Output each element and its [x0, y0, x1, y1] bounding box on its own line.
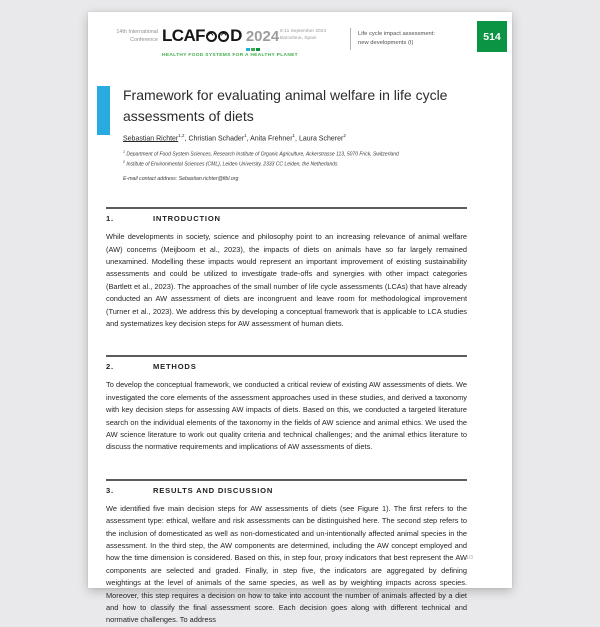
- logo-wordmark: [162, 26, 298, 46]
- affiliation-text: Department of Food System Sciences, Research Institute of Organic Agriculture, Ackerstrasse 113, 5070 Frick, Switzerland: [125, 151, 399, 158]
- conference-label-line2: Conference: [130, 36, 158, 43]
- logo-text-prefix: LCAF: [162, 26, 205, 45]
- affiliation-sup: 1: [123, 150, 125, 155]
- author-affil-sup: 2: [343, 133, 346, 138]
- paper-number-badge: 514: [477, 21, 507, 52]
- affiliation-line: [123, 160, 482, 169]
- section-heading: [106, 214, 467, 223]
- author-separator: ,: [184, 135, 187, 143]
- section-methods: [106, 355, 467, 453]
- section-number: 1.: [106, 214, 114, 224]
- session-block: [350, 27, 435, 51]
- logo-dot-icon: [251, 48, 255, 52]
- eco-o-icon: [206, 31, 217, 42]
- logo-dots: [246, 48, 298, 52]
- section-title: INTRODUCTION: [153, 214, 221, 224]
- section-heading: [106, 486, 467, 495]
- affiliation-text: Institute of Environmental Sciences (CML), Leiden University, 2333 CC Leiden, the Netherlands: [125, 161, 338, 168]
- section-paragraph: While developments in society, science and philosophy point to an increasing relevance of animal welfare (AW) concerns (Meijboom et al., 2023), the impacts of diets on animals have so far largely remained unexamined. Modelling these impacts would represent an important improvement of existing sustainability assessments and could be utilized to investigate trade-offs and synergies with other impact categories (Bartlett et al., 2023). The approaches of the small number of life cycle assessments (LCAs) that have already conducted an AW assessment of diets are incongruent and leave room for methodological improvement (Turner et al., 2023). We address this by developing a conceptual framework that is applicable to LCA studies and systematizes key decision steps for AW assessment of human diets.: [106, 232, 467, 328]
- section-title: RESULTS AND DISCUSSION: [153, 485, 274, 495]
- lca-food-logo: [162, 26, 298, 58]
- page-header: [88, 12, 512, 74]
- section-introduction: [106, 207, 467, 330]
- title-accent-bar: [97, 86, 110, 135]
- author-affil-sup: 1: [244, 133, 247, 138]
- author-separator: ,: [246, 135, 249, 143]
- session-title: [358, 30, 435, 49]
- section-heading: [106, 362, 467, 371]
- affiliations: [123, 150, 482, 169]
- author-affil-sup: 1: [292, 133, 296, 138]
- session-title-line1: Life cycle impact assessment:: [358, 30, 435, 37]
- logo-dot-icon: [256, 48, 260, 52]
- section-rule: [106, 479, 467, 481]
- author-name: Christian Schader: [188, 135, 245, 143]
- section-rule: [106, 355, 467, 357]
- logo-tagline: HEALTHY FOOD SYSTEMS FOR A HEALTHY PLANET: [162, 52, 298, 58]
- section-title: METHODS: [153, 362, 197, 372]
- section-results-discussion: [106, 479, 467, 627]
- vertical-divider: [350, 28, 351, 50]
- email-contact-line: E-mail contact address: Sebastian.richter@fibl.org: [123, 176, 239, 183]
- conference-label: [102, 29, 158, 44]
- section-rule: [106, 207, 467, 209]
- affiliation-line: [123, 150, 482, 159]
- section-number: 3.: [106, 485, 114, 495]
- author-line: [123, 133, 466, 142]
- conference-date: 8-11 September 2024: [280, 29, 327, 34]
- logo-text-suffix: D: [230, 26, 242, 45]
- logo-dot-icon: [246, 48, 250, 52]
- paper-page: [88, 12, 512, 625]
- paper-body: [106, 207, 467, 627]
- affiliation-sup: 2: [123, 159, 125, 164]
- conference-location: Barcelona, Spain: [280, 35, 317, 41]
- author-name-link[interactable]: Sebastian Richter: [123, 135, 179, 143]
- author-separator: ,: [295, 135, 297, 143]
- paper-title: Framework for evaluating animal welfare in life cycle assessments of diets: [123, 87, 448, 124]
- section-paragraph: We identified five main decision steps for AW assessments of diets (see Figure 1). The first refers to the assessment type: ethical, welfare and risk assessments can be distinguished here. The second step refers to the inclusion of domesticated as well as non-domesticated and un-intentionally affected animal species in the assessment. In the third step, the AW components are determined, including the AW concept employed and how the time dimension is considered. Based on this, in step four, proxy indicators that best represent the AW components are selected and graded. Finally, in step five, the indicators are aggregated by defining weightings at the level of animals of the same species, as well as by weighting impacts across species. Moreover, this step requires a decision on how to take into account the number of animals affected by a diet and how to classify the final assessment score. Each decision goes along with different technical and normative challenges. To address: [106, 503, 467, 625]
- logo-year: 2024: [245, 27, 280, 45]
- conference-label-line1: 14th International: [116, 29, 158, 35]
- page-indicator: 1/3: [466, 555, 473, 561]
- author-affil-sup: 1,2: [178, 133, 185, 138]
- title-block: [88, 85, 512, 127]
- session-title-line2: new developments (I): [358, 40, 414, 46]
- author-name: Laura Scherer: [298, 135, 344, 143]
- section-number: 2.: [106, 362, 114, 372]
- author-name: Anita Frehner: [250, 135, 293, 143]
- section-paragraph: To develop the conceptual framework, we conducted a critical review of existing AW assessments of diets. We investigated the core elements of the assessment approaches used in these studies, and derived a taxonomy with key decision steps for assessing AW impacts of diets. Based on this, we conducted a targeted literature search on the individual elements of the taxonomy in the fields of AW science and animal ethics. We used the AW science literature to work out quality criteria and technical challenges; and the animal ethics literature to discuss the normative requirements and implications of AW assessments of diets.: [106, 380, 467, 452]
- conference-date-location: [280, 29, 326, 43]
- eco-o-icon: [218, 31, 229, 42]
